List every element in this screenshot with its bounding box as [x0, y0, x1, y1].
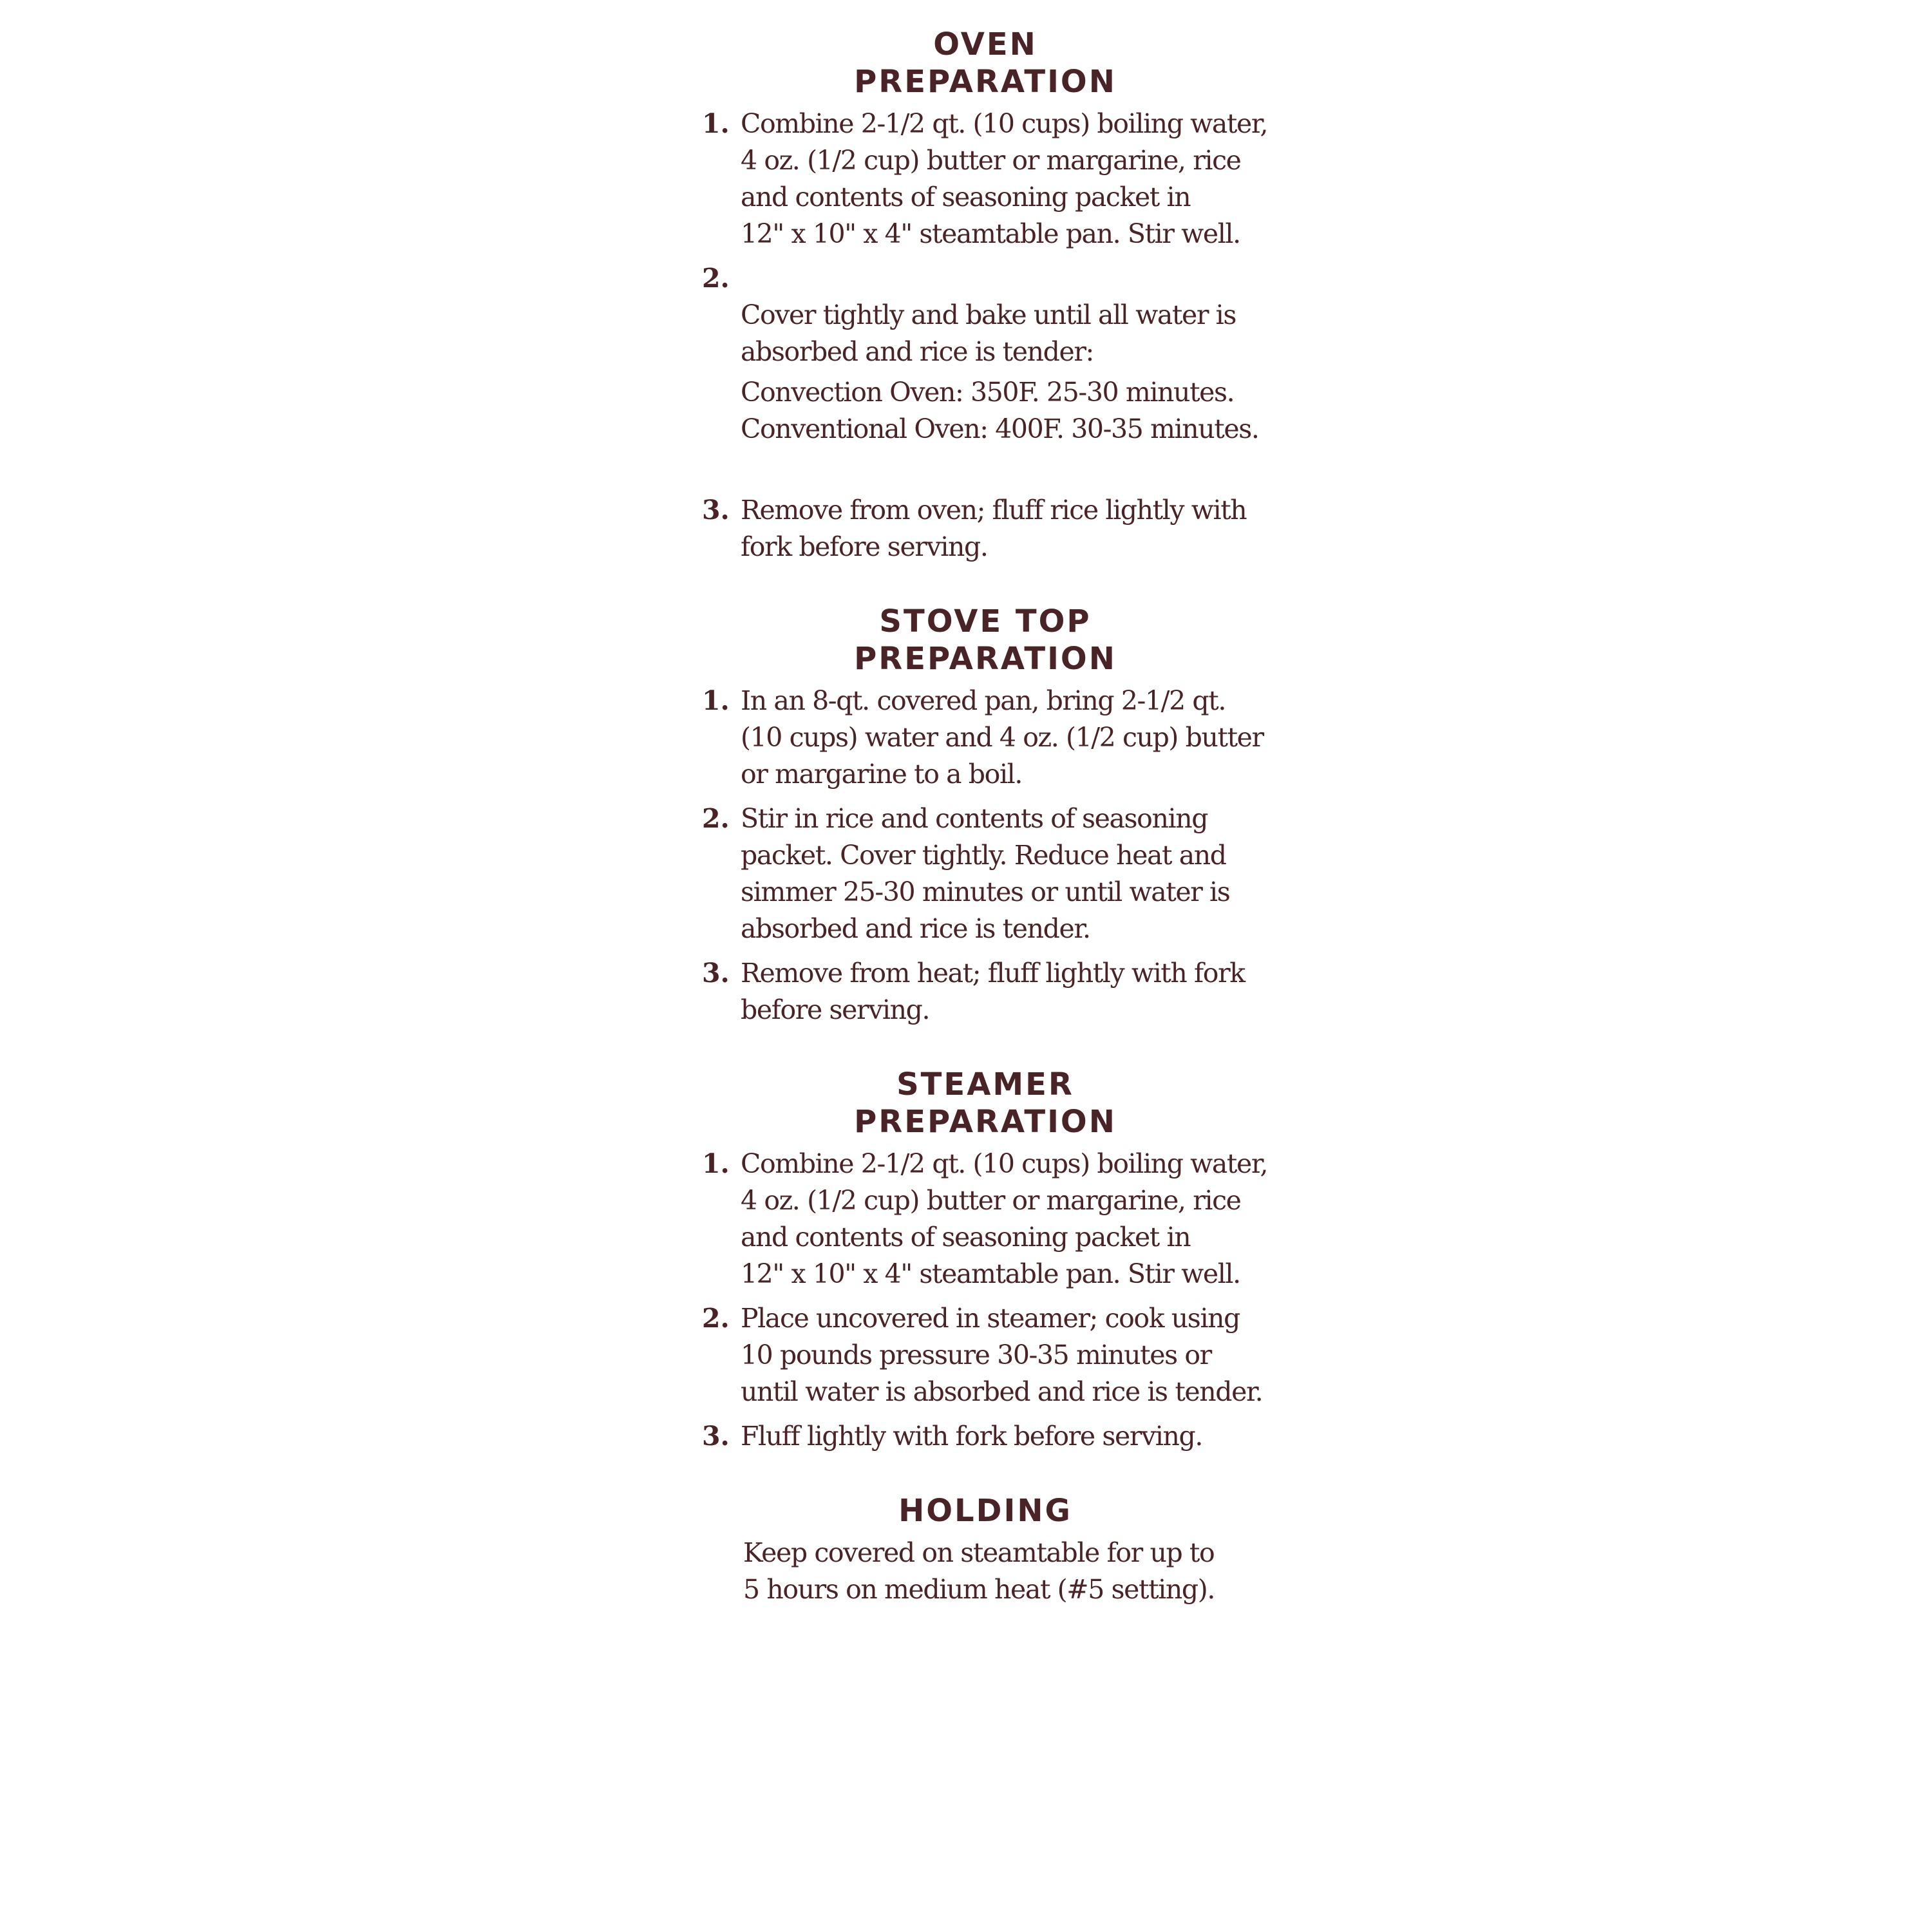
step-item [702, 492, 1269, 565]
heading-line: STOVE TOP [879, 603, 1092, 639]
step-text: Stir in rice and contents of seasoning packet. Cover tightly. Reduce heat and simmer 25-30 minutes or until water is absorbed and rice is tender. [741, 803, 1230, 944]
heading-line: HOLDING [898, 1493, 1072, 1529]
step-number: 2. [702, 1303, 730, 1334]
step-item [702, 1418, 1269, 1455]
step-number: 1. [702, 685, 730, 716]
holding-text: Keep covered on steamtable for up to 5 hours on medium heat (#5 setting). [743, 1537, 1215, 1605]
step-text: Remove from heat; fluff lightly with fork before serving. [741, 958, 1245, 1025]
step-item [702, 260, 1269, 484]
holding-section [702, 1492, 1269, 1608]
steamer-preparation-section [702, 1066, 1269, 1455]
oven-preparation-section [702, 26, 1269, 565]
step-number: 1. [702, 1148, 730, 1179]
step-number: 3. [702, 1421, 730, 1452]
stove-top-preparation-section [702, 603, 1269, 1028]
section-heading [702, 603, 1269, 677]
step-text: Combine 2-1/2 qt. (10 cups) boiling water, 4 oz. (1/2 cup) butter or margarine, rice and contents of seasoning packet in 12" x 10" x 4" steamtable pan. Stir well. [741, 108, 1268, 249]
heading-line: PREPARATION [854, 64, 1117, 100]
section-heading [702, 26, 1269, 100]
step-text: Remove from oven; fluff rice lightly with fork before serving. [741, 495, 1247, 562]
step-number: 2. [702, 263, 730, 294]
step-item [702, 1146, 1269, 1293]
step-item [702, 800, 1269, 947]
step-content [741, 260, 1269, 484]
step-number: 2. [702, 803, 730, 834]
section-heading [702, 1066, 1269, 1141]
step-item [702, 683, 1269, 793]
step-text: In an 8-qt. covered pan, bring 2-1/2 qt. (10 cups) water and 4 oz. (1/2 cup) butter or margarine to a boil. [741, 685, 1264, 790]
step-item [702, 106, 1269, 252]
step-text: Place uncovered in steamer; cook using 10 pounds pressure 30-35 minutes or until water is absorbed and rice is tender. [741, 1303, 1263, 1407]
step-item [702, 1300, 1269, 1410]
heading-line: OVEN [933, 26, 1037, 62]
step-number: 3. [702, 495, 730, 526]
step-text: Cover tightly and bake until all water is absorbed and rice is tender: [741, 299, 1236, 367]
heading-line: PREPARATION [854, 641, 1117, 677]
heading-line: PREPARATION [854, 1104, 1117, 1140]
step-item [702, 955, 1269, 1028]
step-text: Combine 2-1/2 qt. (10 cups) boiling water, 4 oz. (1/2 cup) butter or margarine, rice and contents of seasoning packet in 12" x 10" x 4" steamtable pan. Stir well. [741, 1148, 1268, 1289]
section-heading [702, 1492, 1269, 1530]
step-number: 1. [702, 108, 730, 139]
step-number: 3. [702, 958, 730, 989]
step-text: Fluff lightly with fork before serving. [741, 1421, 1202, 1452]
instructions-panel [702, 26, 1269, 1645]
heading-line: STEAMER [896, 1066, 1074, 1103]
oven-temperatures: Convection Oven: 350F. 25-30 minutes. Conventional Oven: 400F. 30-35 minutes. [741, 377, 1259, 444]
